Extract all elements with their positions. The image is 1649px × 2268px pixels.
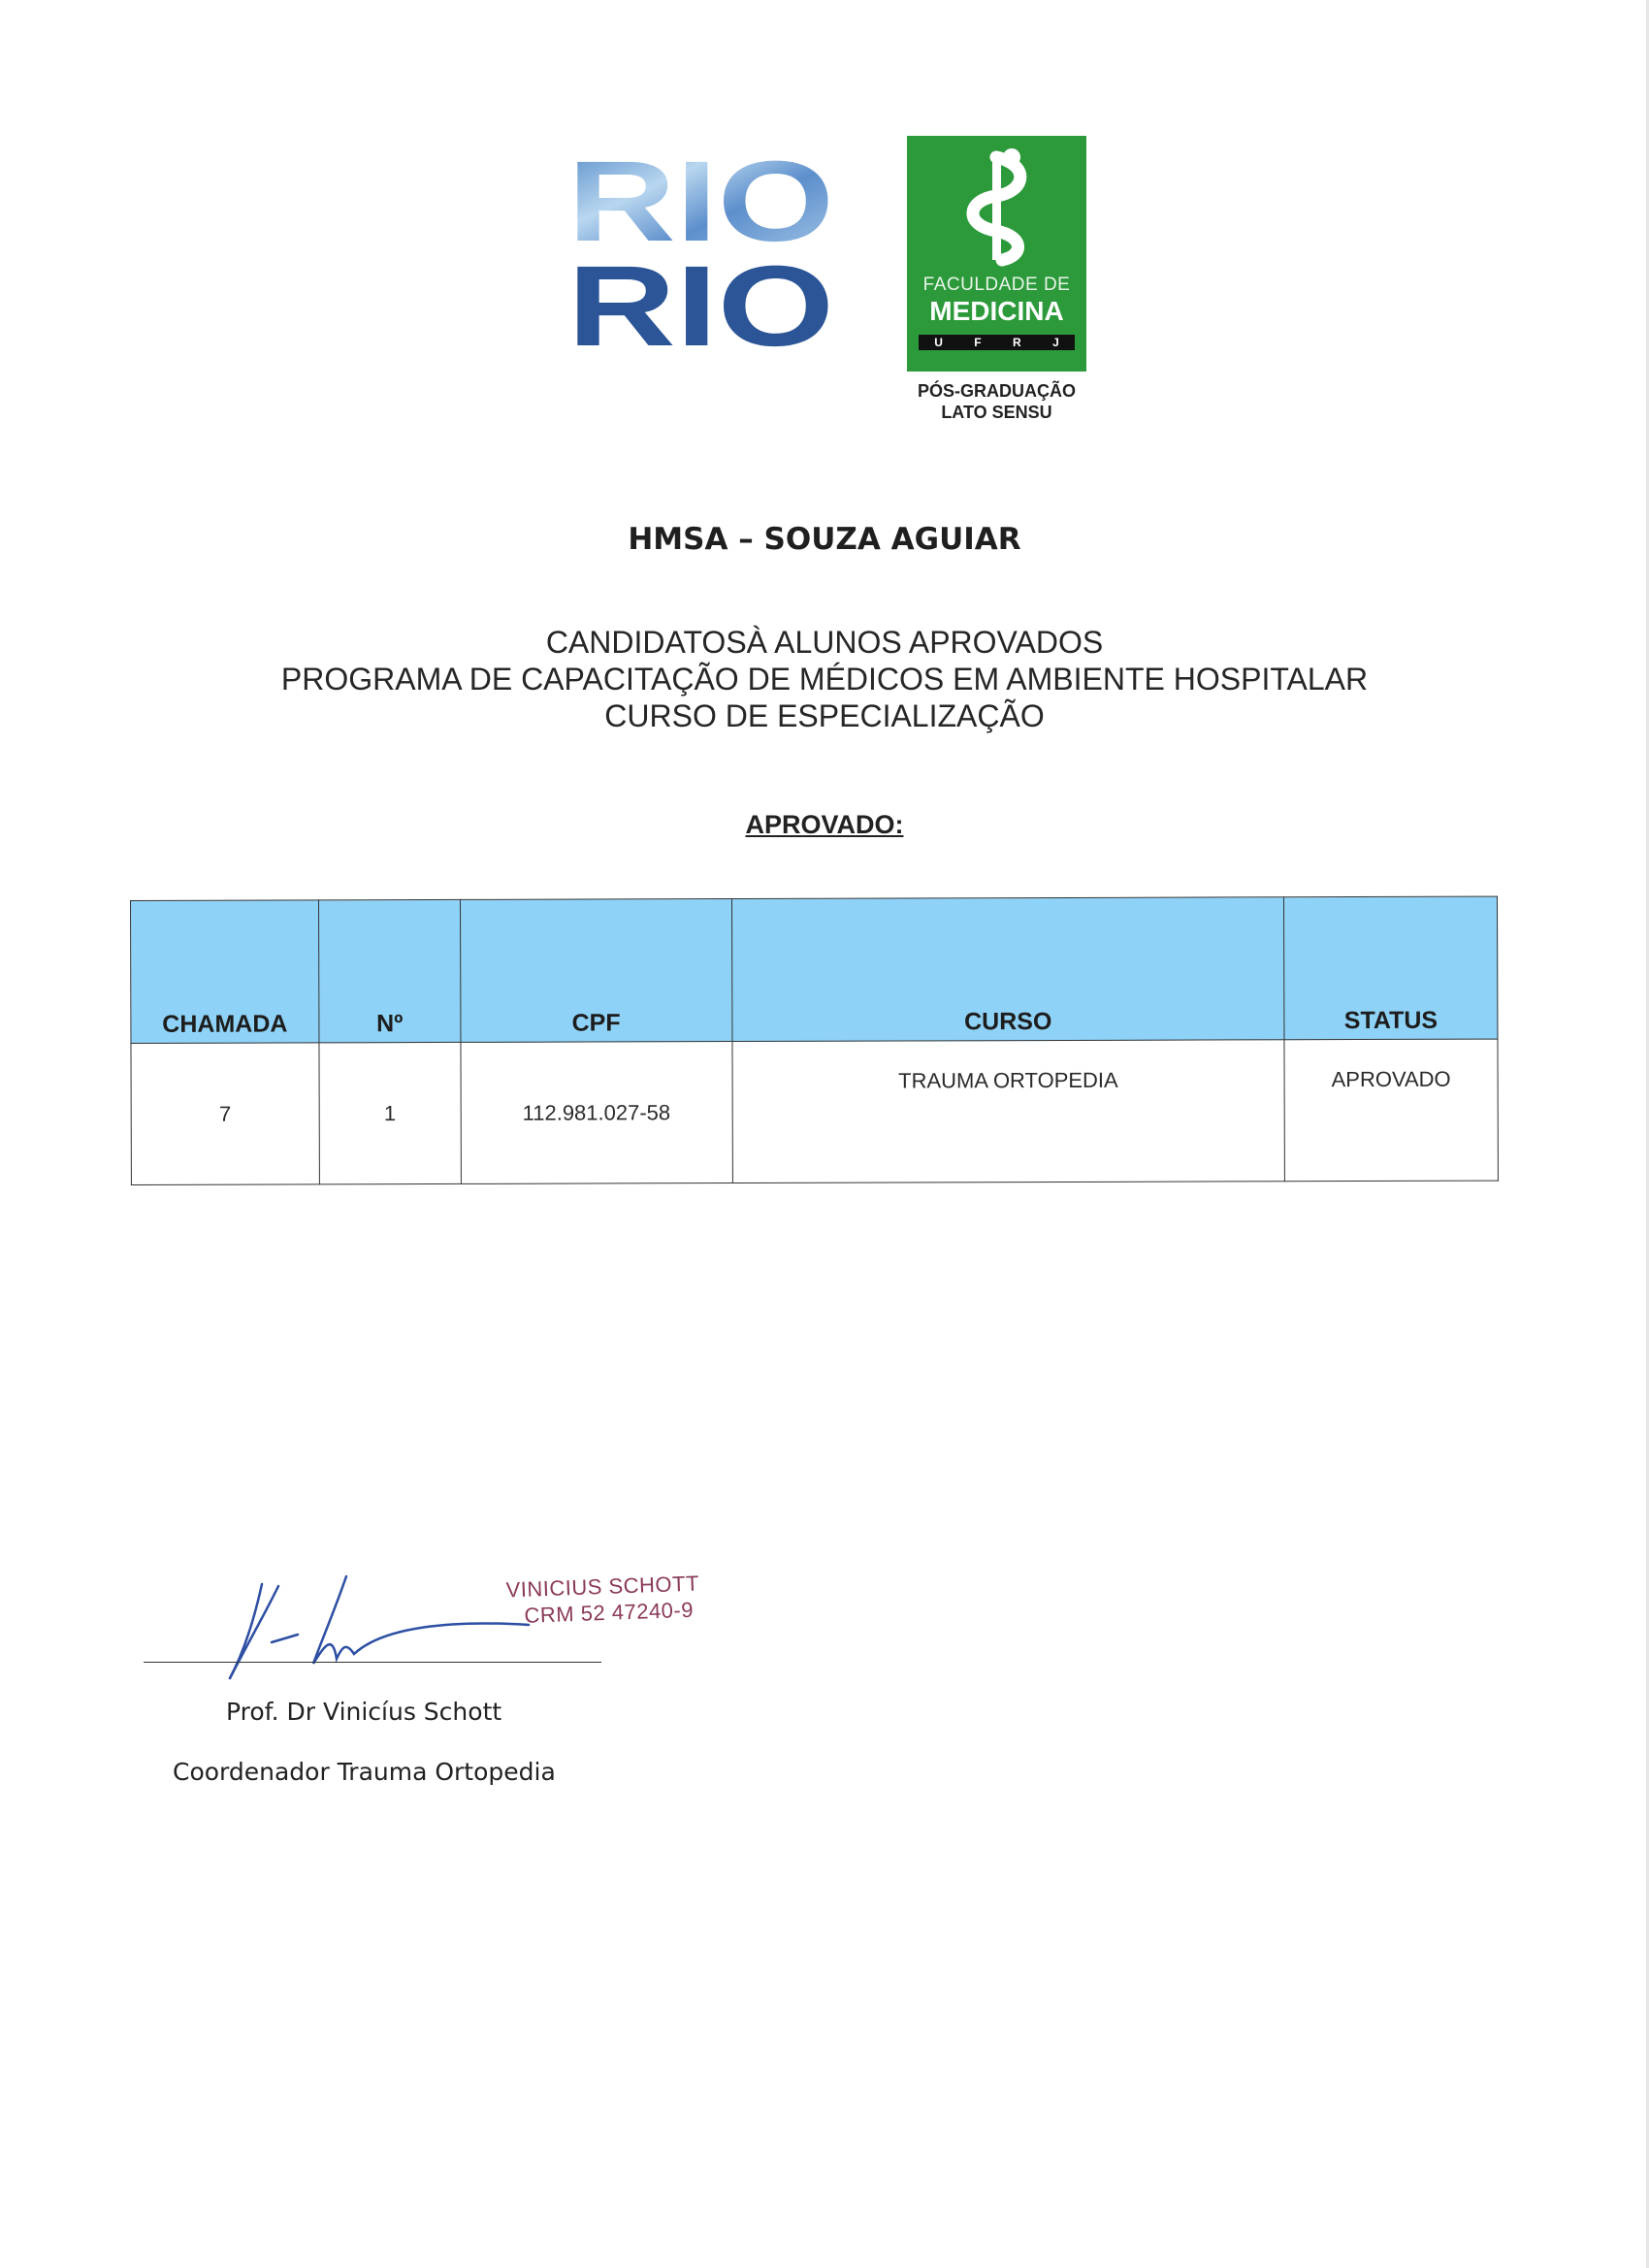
ufrj-letter: J	[1052, 336, 1059, 349]
cell-chamada: 7	[131, 1043, 319, 1185]
table-header-row	[131, 896, 1498, 1043]
column-header-cpf: CPF	[460, 899, 731, 1043]
pos-graduacao-text: PÓS-GRADUAÇÃO	[917, 381, 1076, 401]
stamp-name: VINICIUS SCHOTT	[505, 1571, 700, 1603]
svg-text:RIO: RIO	[567, 243, 834, 352]
svg-text:RIO: RIO	[567, 144, 834, 266]
heading-line-2: PROGRAMA DE CAPACITAÇÃO DE MÉDICOS EM AMBIENTE HOSPITALAR	[280, 662, 1369, 697]
column-header-curso: CURSO	[731, 897, 1284, 1042]
handwritten-signature	[218, 1567, 538, 1683]
hospital-title: HMSA – SOUZA AGUIAR	[628, 522, 1021, 557]
cell-curso: TRAUMA ORTOPEDIA	[732, 1040, 1285, 1183]
ufrj-letter-bar	[919, 335, 1075, 350]
ufrj-letter: R	[1013, 336, 1021, 349]
heading-line-3: CURSO DE ESPECIALIZAÇÃO	[604, 698, 1045, 733]
cell-status: APROVADO	[1284, 1039, 1498, 1182]
cell-cpf: 112.981.027-58	[461, 1042, 732, 1184]
heading-line-1: CANDIDATOSÀ ALUNOS APROVADOS	[545, 625, 1104, 660]
ufrj-medicina-logo	[907, 136, 1086, 372]
column-header-status: STATUS	[1284, 896, 1498, 1040]
signatory-name: Prof. Dr Vinicíus Schott	[226, 1698, 502, 1726]
section-label: APROVADO:	[745, 810, 904, 839]
stamp-crm: CRM 52 47240-9	[524, 1597, 695, 1628]
pos-graduacao-caption	[873, 380, 1120, 423]
ufrj-letter: U	[934, 336, 943, 349]
signature-line	[144, 1662, 601, 1663]
cell-numero: 1	[319, 1042, 461, 1183]
signatory-role: Coordenador Trauma Ortopedia	[173, 1758, 556, 1786]
ufrj-logo-line2: MEDICINA	[929, 296, 1064, 326]
lato-sensu-text: LATO SENSU	[941, 403, 1052, 422]
rio-logo	[567, 144, 839, 352]
ufrj-letter: F	[974, 336, 982, 349]
table-row	[131, 1039, 1498, 1184]
ufrj-logo-line1: FACULDADE DE	[922, 275, 1071, 295]
doctor-stamp	[505, 1571, 700, 1630]
column-header-chamada: CHAMADA	[131, 900, 319, 1044]
caduceus-icon	[907, 136, 1086, 272]
column-header-numero: Nº	[318, 899, 460, 1042]
document-heading	[0, 624, 1649, 734]
results-table	[130, 896, 1499, 1185]
